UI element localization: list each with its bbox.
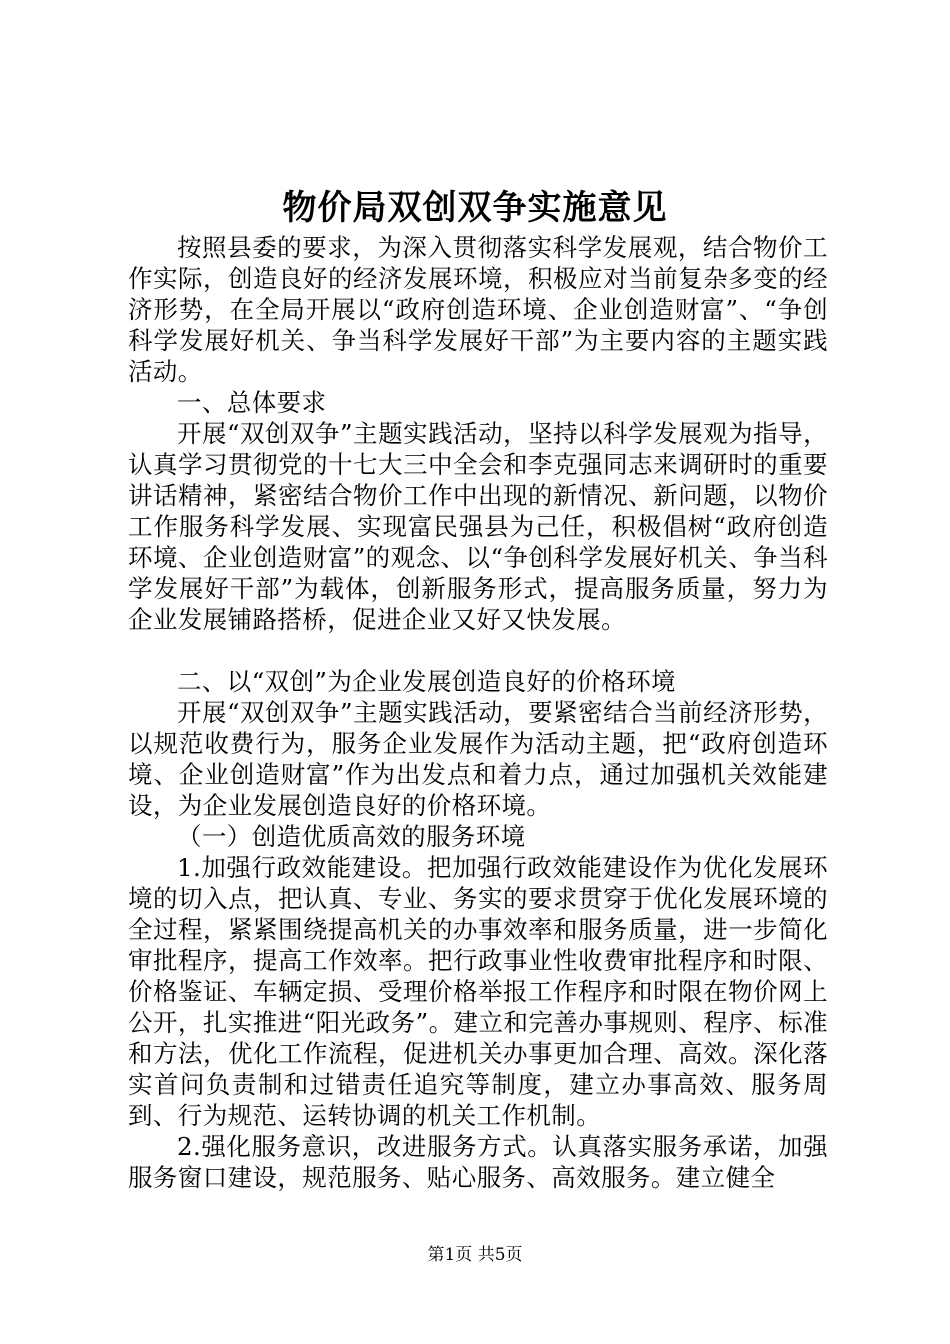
document-body (128, 232, 828, 1193)
general-requirements-paragraph: 开展“双创双争”主题实践活动，坚持以科学发展观为指导，认真学习贯彻党的十七大三中全会和李克强同志来调研时的重要讲话精神，紧密结合物价工作中出现的新情况、新问题，以物价工作服务科学发展、实现富民强县为己任，积极倡树“政府创造环境、企业创造财富”的观念、以“争创科学发展好机关、争当科学发展好干部”为载体，创新服务形式，提高服务质量，努力为企业发展铺路搭桥，促进企业又好又快发展。 (128, 419, 828, 634)
document-title: 物价局双创双争实施意见 (282, 188, 668, 228)
section-heading-general-requirements: 一、总体要求 (177, 388, 327, 417)
item-service-awareness: 2.强化服务意识，改进服务方式。认真落实服务承诺，加强服务窗口建设，规范服务、贴心服务、高效服务。建立健全 (128, 1132, 828, 1192)
page-number-footer: 第1页 共5页 (427, 1245, 523, 1265)
intro-paragraph: 按照县委的要求，为深入贯彻落实科学发展观，结合物价工作实际，创造良好的经济发展环境，积极应对当前复杂多变的经济形势，在全局开展以“政府创造环境、企业创造财富”、“争创科学发展好机关、争当科学发展好干部”为主要内容的主题实践活动。 (128, 233, 828, 386)
item-administrative-efficiency: 1.加强行政效能建设。把加强行政效能建设作为优化发展环境的切入点，把认真、专业、务实的要求贯穿于优化发展环境的全过程，紧紧围绕提高机关的办事效率和服务质量，进一步简化审批程序，提高工作效率。把行政事业性收费审批程序和时限、价格鉴证、车辆定损、受理价格举报工作程序和时限在物价网上公开，扎实推进“阳光政务”。建立和完善办事规则、程序、标准和方法，优化工作流程，促进机关办事更加合理、高效。深化落实首问负责制和过错责任追究等制度，建立办事高效、服务周到、行为规范、运转协调的机关工作机制。 (128, 853, 828, 1130)
price-environment-paragraph: 开展“双创双争”主题实践活动，要紧密结合当前经济形势，以规范收费行为，服务企业发展作为活动主题，把“政府创造环境、企业创造财富”作为出发点和着力点，通过加强机关效能建设，为企业发展创造良好的价格环境。 (128, 698, 828, 820)
subsection-heading-service-environment: （一）创造优质高效的服务环境 (177, 822, 526, 851)
section-heading-price-environment: 二、以“双创”为企业发展创造良好的价格环境 (177, 667, 676, 696)
